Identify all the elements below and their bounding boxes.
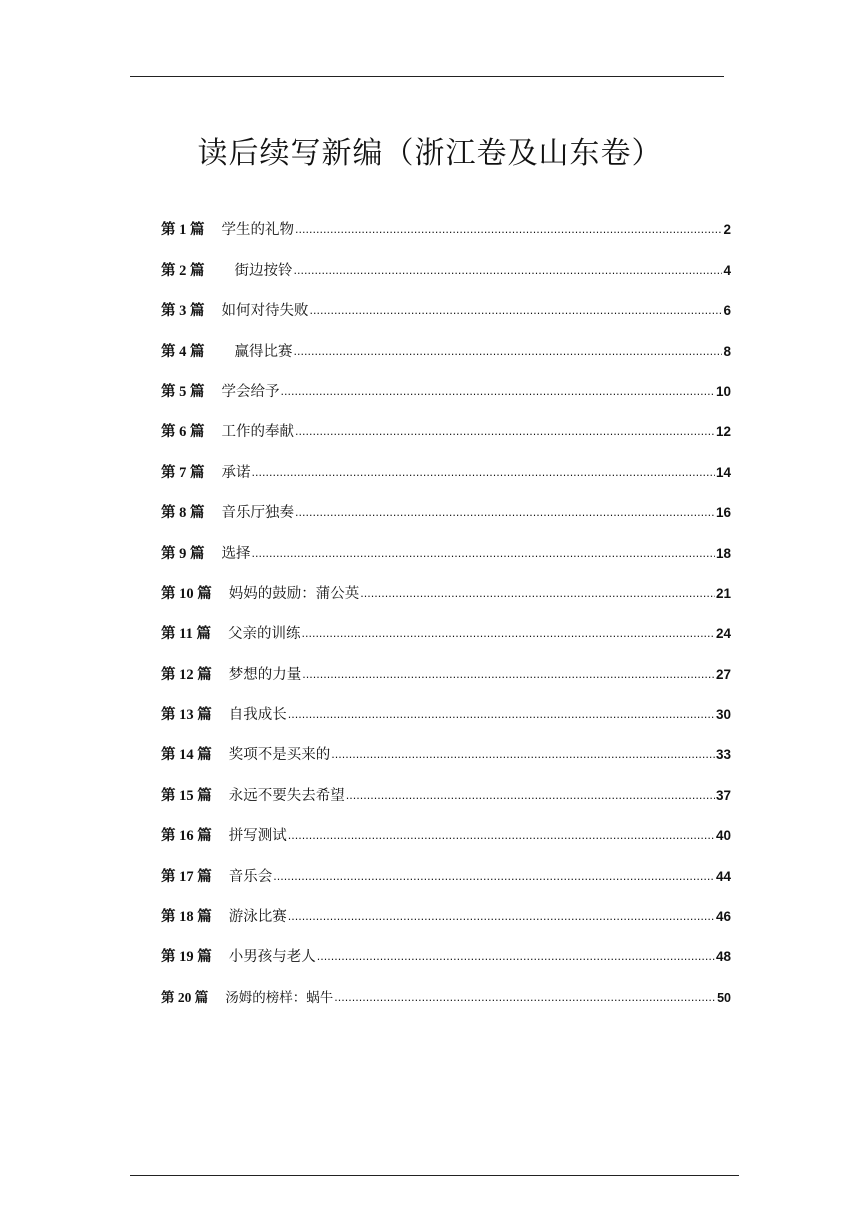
toc-entry-page: 18 — [715, 545, 731, 561]
toc-entry-page: 48 — [715, 949, 731, 965]
toc-leader-dots — [346, 786, 715, 806]
toc-entry[interactable] — [161, 604, 731, 644]
toc-entry-title: 自我成长 — [228, 707, 287, 724]
toc-entry-page: 50 — [717, 990, 731, 1005]
toc-entry[interactable] — [161, 442, 731, 482]
toc-entry-number: 第 18 篇 — [161, 909, 212, 926]
toc-entry-number: 第 15 篇 — [161, 787, 212, 804]
toc-entry-number: 第 20 篇 — [161, 989, 209, 1005]
toc-entry-page: 6 — [723, 303, 731, 319]
toc-entry-number: 第 8 篇 — [161, 505, 205, 522]
toc-entry-title: 如何对待失败 — [221, 303, 309, 320]
toc-entry-number: 第 4 篇 — [161, 343, 205, 360]
toc-entry-number: 第 11 篇 — [161, 626, 211, 643]
toc-leader-dots — [334, 988, 716, 1008]
toc-entry-title: 游泳比赛 — [228, 909, 287, 926]
toc-entry[interactable] — [161, 765, 731, 805]
toc-entry[interactable] — [161, 402, 731, 442]
toc-leader-dots — [273, 867, 715, 887]
toc-entry-number: 第 6 篇 — [161, 424, 205, 441]
toc-leader-dots — [302, 665, 715, 685]
toc-entry[interactable] — [161, 927, 731, 967]
toc-entry-page: 44 — [715, 868, 731, 884]
toc-entry[interactable] — [161, 281, 731, 321]
toc-entry-title: 音乐会 — [228, 868, 273, 885]
toc-entry-number: 第 17 篇 — [161, 868, 212, 885]
toc-entry-page: 4 — [723, 262, 731, 278]
toc-entry-page: 10 — [715, 383, 731, 399]
toc-entry-number: 第 13 篇 — [161, 707, 212, 724]
toc-leader-dots — [310, 301, 723, 321]
toc-leader-dots — [294, 261, 723, 281]
toc-leader-dots — [252, 544, 715, 564]
toc-entry[interactable] — [161, 685, 731, 725]
toc-entry[interactable] — [161, 644, 731, 684]
toc-entry[interactable] — [161, 483, 731, 523]
toc-entry-page: 16 — [715, 505, 731, 521]
toc-entry-title: 工作的奉献 — [221, 424, 294, 441]
toc-entry-page: 27 — [715, 666, 731, 682]
footer-rule — [130, 1175, 739, 1176]
toc-entry-number: 第 2 篇 — [161, 262, 205, 279]
toc-entry-number: 第 3 篇 — [161, 303, 205, 320]
toc-entry-page: 21 — [715, 585, 731, 601]
toc-entry-title: 音乐厅独奏 — [221, 505, 294, 522]
toc-leader-dots — [295, 220, 722, 240]
toc-entry-page: 14 — [715, 464, 731, 480]
toc-entry-page: 46 — [715, 909, 731, 925]
toc-entry-number: 第 5 篇 — [161, 383, 205, 400]
toc-entry-page: 24 — [715, 626, 731, 642]
toc-entry-title: 小男孩与老人 — [228, 949, 316, 966]
toc-entry[interactable] — [161, 240, 731, 280]
toc-entry-number: 第 7 篇 — [161, 464, 205, 481]
toc-leader-dots — [288, 907, 715, 927]
toc-entry[interactable] — [161, 846, 731, 886]
toc-entry[interactable] — [161, 887, 731, 927]
toc-entry-title: 选择 — [221, 545, 251, 562]
toc-entry-page: 2 — [723, 222, 731, 238]
toc-entry[interactable] — [161, 362, 731, 402]
toc-leader-dots — [281, 382, 715, 402]
toc-entry-page: 12 — [715, 424, 731, 440]
toc-leader-dots — [360, 584, 715, 604]
toc-leader-dots — [295, 503, 715, 523]
toc-entry-number: 第 19 篇 — [161, 949, 212, 966]
toc-entry-title: 赢得比赛 — [234, 343, 293, 360]
toc-entry[interactable] — [161, 725, 731, 765]
toc-leader-dots — [294, 342, 723, 362]
toc-entry-page: 40 — [715, 828, 731, 844]
toc-entry[interactable] — [161, 967, 731, 1007]
toc-entry-number: 第 12 篇 — [161, 666, 212, 683]
toc-entry-title: 学生的礼物 — [221, 222, 294, 239]
toc-entry-number: 第 9 篇 — [161, 545, 205, 562]
toc-entry-title: 承诺 — [221, 464, 251, 481]
toc-leader-dots — [288, 826, 715, 846]
toc-entry-number: 第 16 篇 — [161, 828, 212, 845]
toc-entry-page: 30 — [715, 707, 731, 723]
toc-leader-dots — [317, 947, 715, 967]
toc-entry-title: 街边按铃 — [234, 262, 293, 279]
toc-entry-page: 33 — [715, 747, 731, 763]
toc-entry[interactable] — [161, 564, 731, 604]
toc-entry-page: 37 — [715, 787, 731, 803]
header-rule — [130, 76, 724, 77]
toc-entry-number: 第 10 篇 — [161, 585, 212, 602]
toc-entry[interactable] — [161, 523, 731, 563]
toc-entry-number: 第 14 篇 — [161, 747, 212, 764]
toc-entry[interactable] — [161, 200, 731, 240]
toc-entry-title: 父亲的训练 — [227, 626, 301, 643]
toc-entry-title: 永远不要失去希望 — [228, 787, 345, 804]
toc-leader-dots — [295, 422, 715, 442]
toc-entry-title: 梦想的力量 — [228, 666, 302, 683]
toc-leader-dots — [301, 624, 715, 644]
toc-leader-dots — [331, 745, 715, 765]
toc-entry[interactable] — [161, 806, 731, 846]
toc-entry-title: 奖项不是买来的 — [228, 747, 331, 764]
toc-leader-dots — [252, 463, 715, 483]
toc-entry-number: 第 1 篇 — [161, 222, 205, 239]
table-of-contents — [161, 200, 731, 1008]
toc-entry[interactable] — [161, 321, 731, 361]
document-title: 读后续写新编（浙江卷及山东卷） — [197, 136, 663, 171]
toc-entry-title: 妈妈的鼓励：蒲公英 — [228, 585, 360, 602]
toc-entry-title: 拼写测试 — [228, 828, 287, 845]
toc-entry-title: 学会给予 — [221, 383, 280, 400]
toc-leader-dots — [288, 705, 715, 725]
toc-entry-title: 汤姆的榜样：蜗牛 — [225, 989, 334, 1006]
toc-entry-page: 8 — [723, 343, 731, 359]
